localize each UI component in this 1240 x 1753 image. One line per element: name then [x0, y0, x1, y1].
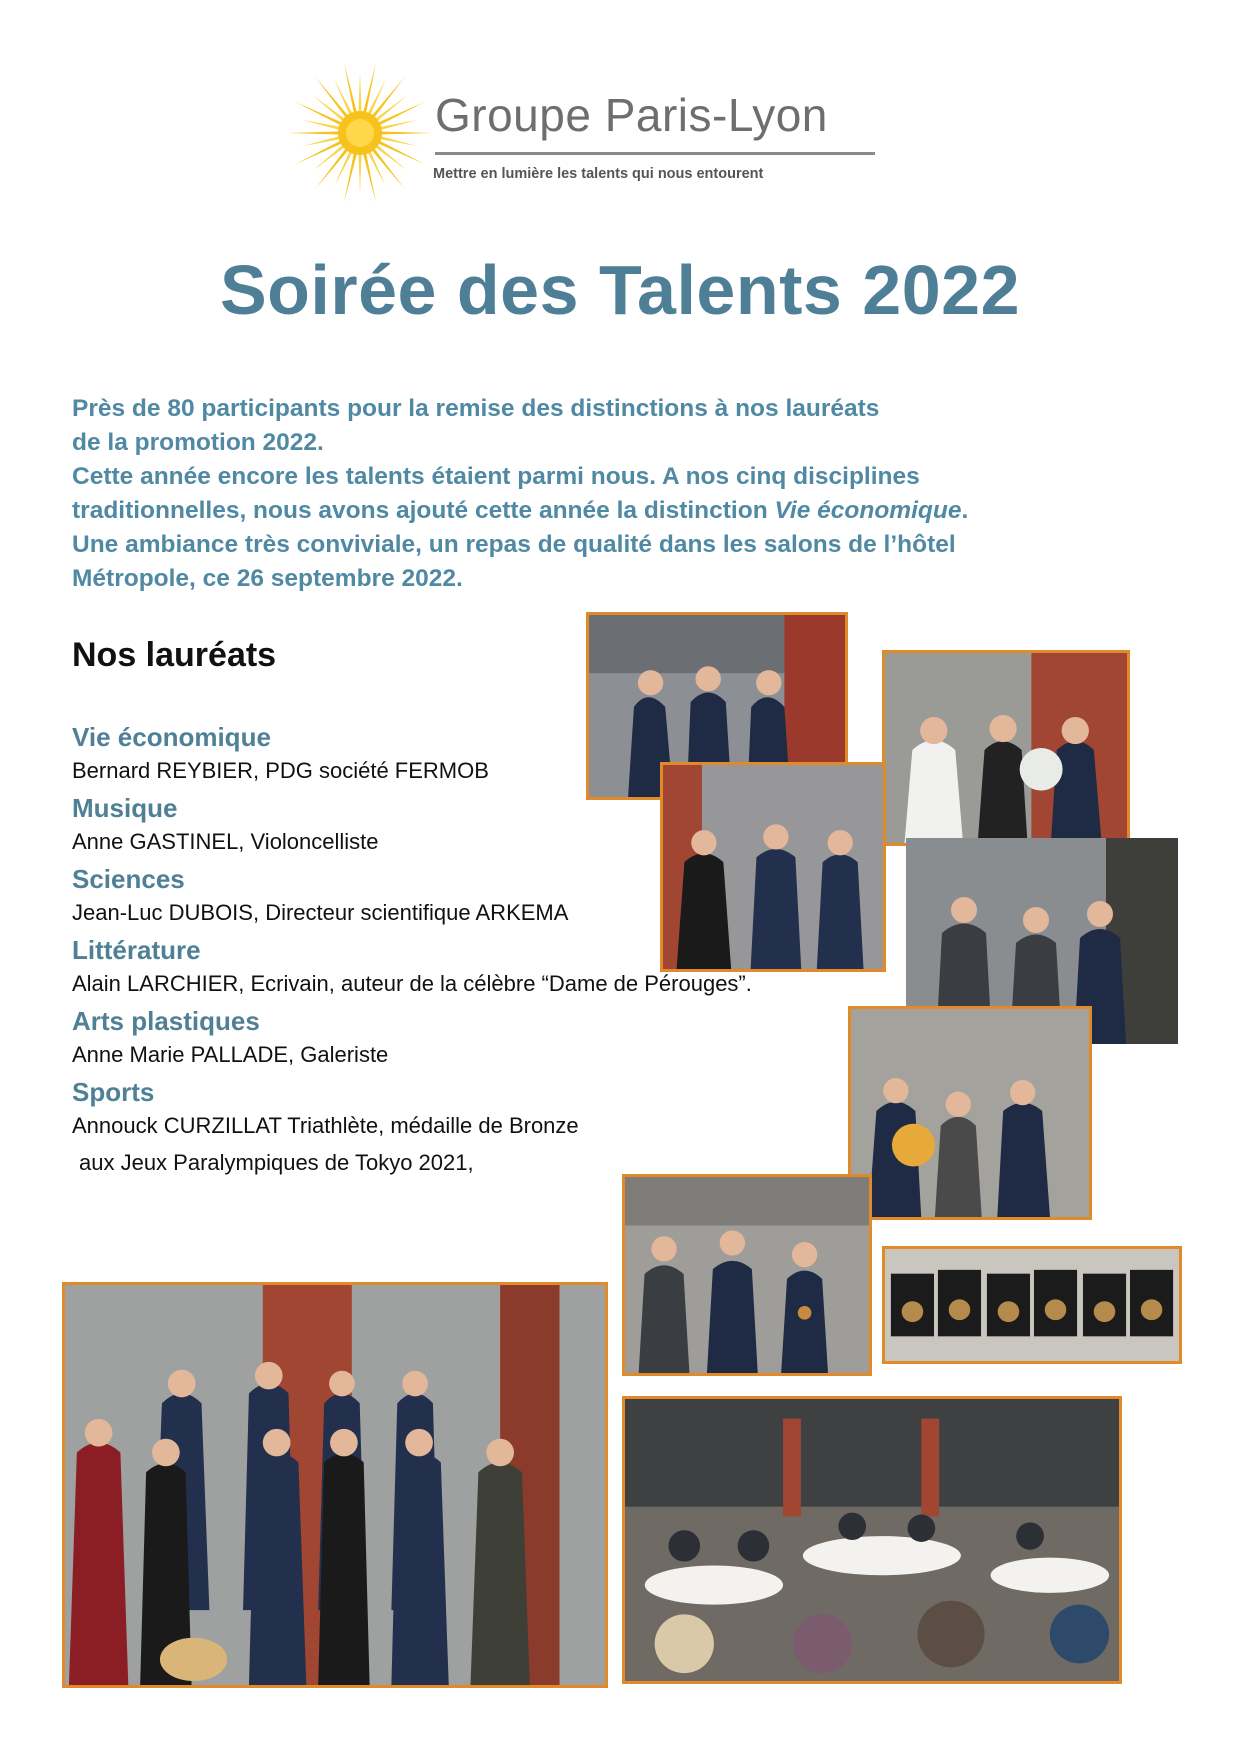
sun-ray — [358, 151, 361, 193]
laureate-winner: Anne GASTINEL, Violoncelliste — [72, 829, 379, 854]
photo-image — [625, 1399, 1119, 1681]
sun-ray — [358, 73, 361, 115]
photo-image — [885, 1249, 1179, 1361]
photo-image — [663, 765, 883, 969]
intro-line: Une ambiance très conviviale, un repas de qualité dans les salons de l’hôtel — [72, 531, 956, 558]
photo-award-woman-two-men — [660, 762, 886, 972]
photo-image — [851, 1009, 1089, 1217]
logo — [285, 58, 895, 208]
laureate-winner: Alain LARCHIER, Ecrivain, auteur de la célèbre “Dame de Pérouges”. — [72, 971, 752, 996]
laureate-category: Musique — [72, 793, 178, 823]
laureate-category: Vie économique — [72, 722, 271, 752]
photo-award-medal-athlete — [622, 1174, 872, 1376]
intro-emphasis: Vie économique — [774, 497, 962, 524]
laureate-category: Arts plastiques — [72, 1006, 260, 1036]
intro-text: traditionnelles, nous avons ajouté cette année la distinction — [72, 497, 775, 524]
logo-rule — [435, 152, 875, 155]
photo-award-flowers-group — [848, 1006, 1092, 1220]
sun-ray — [362, 150, 376, 203]
logo-name: Groupe Paris-Lyon — [435, 89, 828, 141]
sun-ray — [378, 131, 432, 134]
photo-medals-row — [882, 1246, 1182, 1364]
laureate-item — [72, 1075, 872, 1179]
page-title: Soirée des Talents 2022 — [219, 251, 1021, 329]
intro-line — [72, 494, 1132, 528]
photo-image — [625, 1177, 869, 1373]
laureate-winner: Anne Marie PALLADE, Galeriste — [72, 1042, 389, 1067]
sun-ray — [344, 150, 358, 203]
laureates-heading: Nos lauréats — [72, 636, 277, 674]
sun-ray — [362, 63, 376, 116]
laureate-item — [72, 1004, 872, 1075]
laureate-winner: Bernard REYBIER, PDG société FERMOB — [72, 758, 489, 783]
intro-line: Près de 80 participants pour la remise des distinctions à nos lauréats — [72, 395, 880, 422]
laureate-category: Sports — [72, 1077, 155, 1107]
laureate-winner: Jean-Luc DUBOIS, Directeur scientifique ARKEMA — [72, 900, 569, 925]
sun-ray — [344, 63, 358, 116]
sun-icon — [285, 58, 435, 208]
laureate-winner-continued: aux Jeux Paralympiques de Tokyo 2021, — [79, 1150, 474, 1175]
photo-group-laureates — [62, 1282, 608, 1688]
intro-paragraph — [72, 392, 1132, 596]
photo-image — [65, 1285, 605, 1685]
sun-ray — [288, 131, 342, 134]
logo-tagline: Mettre en lumière les talents qui nous entourent — [433, 166, 764, 182]
photo-award-women-flowers — [882, 650, 1130, 846]
intro-line: de la promotion 2022. — [72, 429, 324, 456]
laureate-winner: Annouck CURZILLAT Triathlète, médaille de Bronze — [72, 1113, 579, 1138]
intro-text: . — [961, 497, 969, 524]
intro-line: Métropole, ce 26 septembre 2022. — [72, 565, 463, 592]
laureate-category: Sciences — [72, 864, 185, 894]
laureate-category: Littérature — [72, 935, 201, 965]
photo-dinner-hall — [622, 1396, 1122, 1684]
photo-image — [885, 653, 1127, 843]
intro-line: Cette année encore les talents étaient parmi nous. A nos cinq disciplines — [72, 463, 920, 490]
